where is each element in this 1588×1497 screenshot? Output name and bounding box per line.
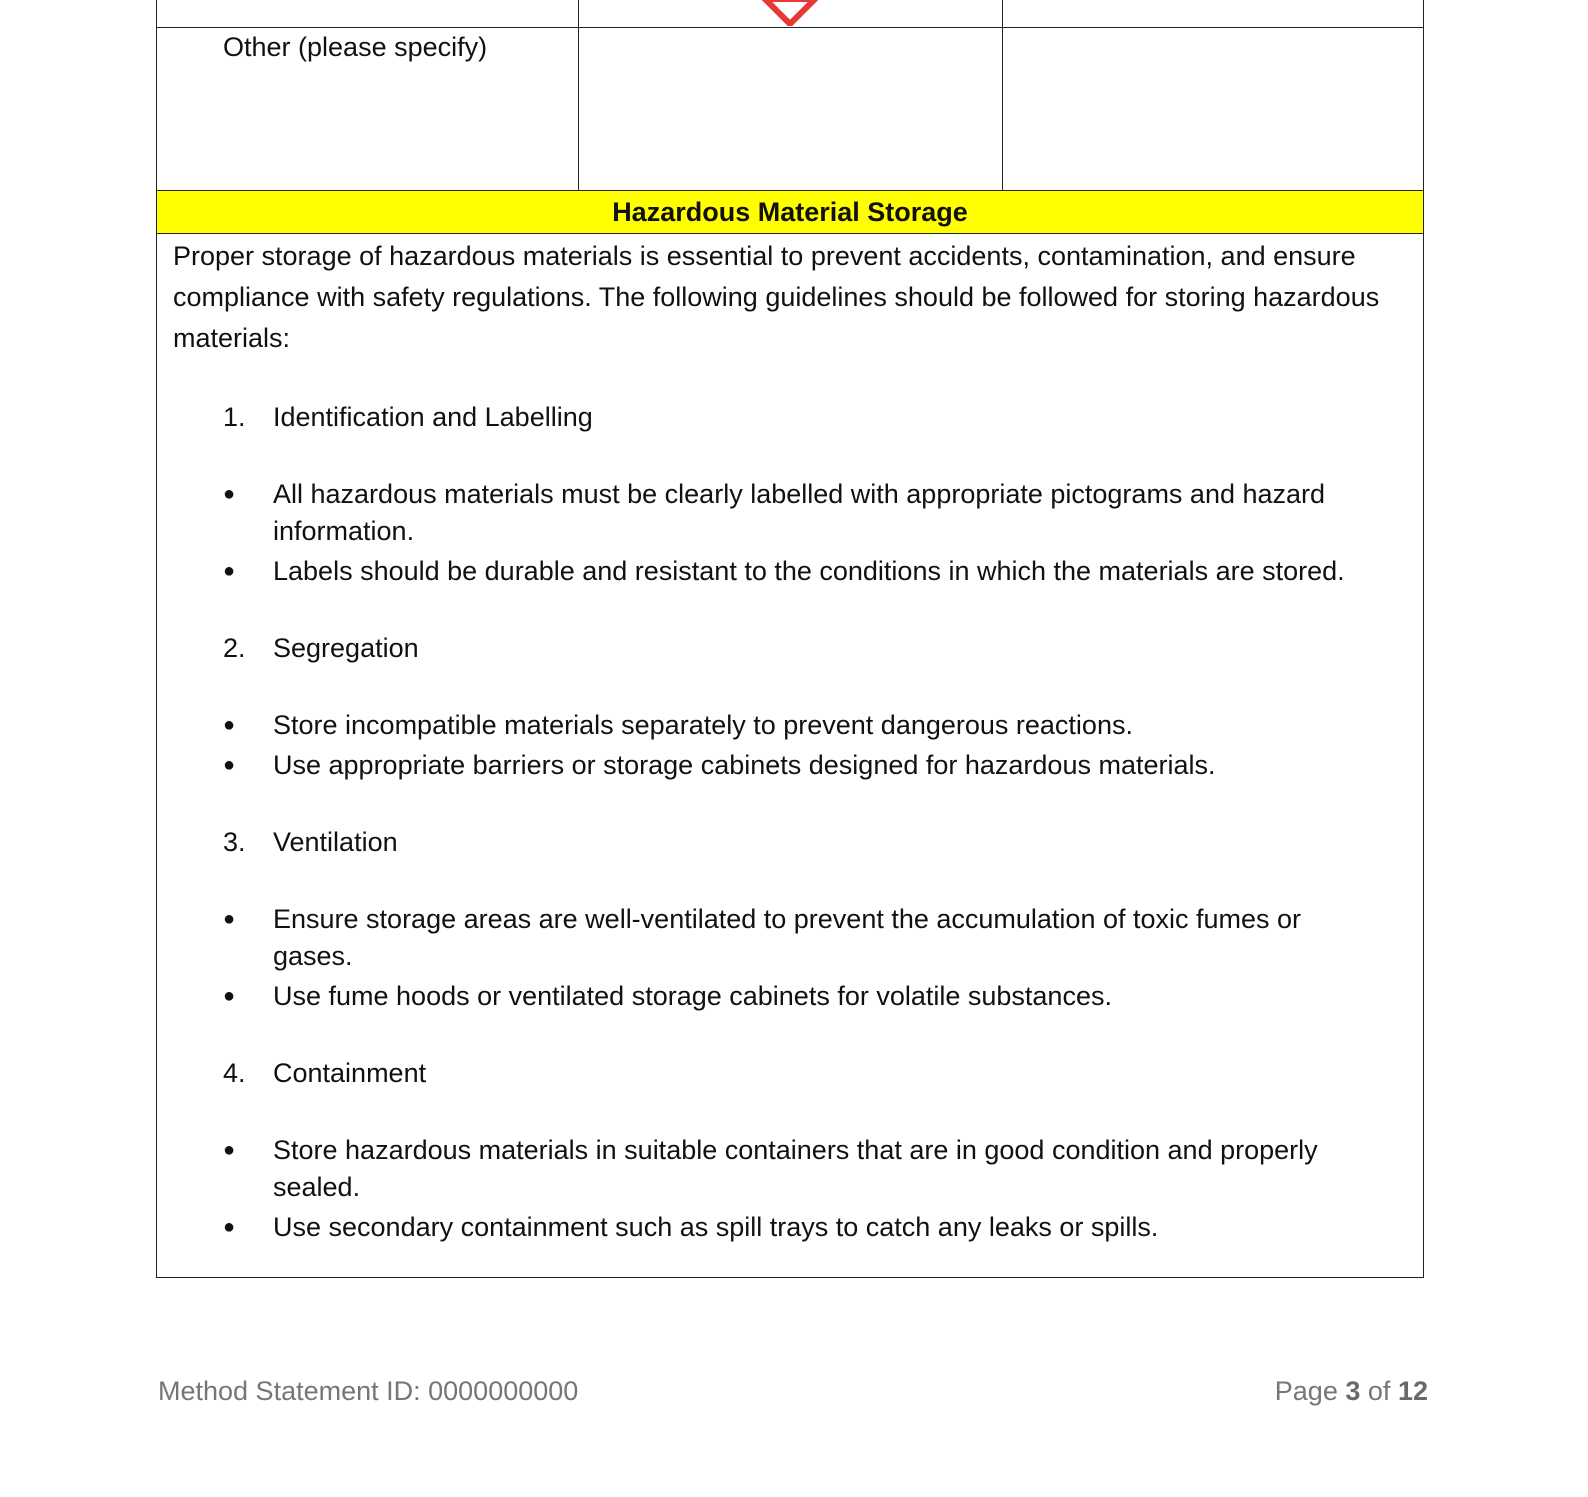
footer-statement-id: Method Statement ID: 0000000000 <box>158 1376 579 1406</box>
list-item: ● Labels should be durable and resistant to the conditions in which the materials are stored. <box>173 553 1407 590</box>
bullet-icon: ● <box>223 1216 236 1238</box>
bullet-list <box>173 707 1407 784</box>
document-table <box>156 0 1424 1278</box>
section-body <box>157 234 1423 1277</box>
list-heading: Ventilation <box>273 827 398 857</box>
table-cell[interactable] <box>1003 28 1423 190</box>
footer-page-number: Page 3 of 12 <box>1274 1376 1428 1406</box>
list-heading: Segregation <box>273 633 419 663</box>
list-item-heading <box>173 1053 1407 1094</box>
bullet-icon: ● <box>223 714 236 736</box>
bullet-icon: ● <box>223 483 236 505</box>
section-title: Hazardous Material Storage <box>612 196 968 227</box>
list-item-heading <box>173 628 1407 669</box>
table-cell-pictogram <box>579 0 1003 27</box>
table-cell-other <box>157 28 579 190</box>
list-item-heading <box>173 397 1407 438</box>
other-specify-label: Other (please specify) <box>223 32 488 62</box>
hazard-pictogram-icon <box>761 0 819 26</box>
list-item: ● Store hazardous materials in suitable containers that are in good condition and properly sealed. <box>173 1132 1407 1206</box>
bullet-icon: ● <box>223 985 236 1007</box>
list-item: ● All hazardous materials must be clearly labelled with appropriate pictograms and hazard information. <box>173 476 1407 550</box>
bullet-icon: ● <box>223 754 236 776</box>
table-cell[interactable] <box>579 28 1003 190</box>
list-heading: Identification and Labelling <box>273 402 593 432</box>
list-item: ● Store incompatible materials separately to prevent dangerous reactions. <box>173 707 1407 744</box>
table-cell <box>157 0 579 27</box>
list-number: 3. <box>223 827 246 857</box>
list-number: 2. <box>223 633 246 663</box>
list-item: ● Use secondary containment such as spill trays to catch any leaks or spills. <box>173 1209 1407 1246</box>
list-number: 1. <box>223 402 246 432</box>
list-item: ● Use appropriate barriers or storage cabinets designed for hazardous materials. <box>173 747 1407 784</box>
list-item-heading <box>173 822 1407 863</box>
table-row-other <box>157 28 1423 191</box>
bullet-icon: ● <box>223 1139 236 1161</box>
bullet-list <box>173 476 1407 590</box>
bullet-icon: ● <box>223 908 236 930</box>
section-intro: Proper storage of hazardous materials is essential to prevent accidents, contamination, and ensure compliance with safety regulations. The following guidelines should be followed for storing hazardous materials: <box>173 241 1380 353</box>
list-item: ● Ensure storage areas are well-ventilated to prevent the accumulation of toxic fumes or gases. <box>173 901 1407 975</box>
bullet-list <box>173 901 1407 1015</box>
bullet-list <box>173 1132 1407 1246</box>
table-row-top <box>157 0 1423 28</box>
list-heading: Containment <box>273 1058 427 1088</box>
list-item: ● Use fume hoods or ventilated storage cabinets for volatile substances. <box>173 978 1407 1015</box>
bullet-icon: ● <box>223 560 236 582</box>
table-cell <box>1003 0 1423 27</box>
section-header <box>157 191 1423 234</box>
list-number: 4. <box>223 1058 246 1088</box>
